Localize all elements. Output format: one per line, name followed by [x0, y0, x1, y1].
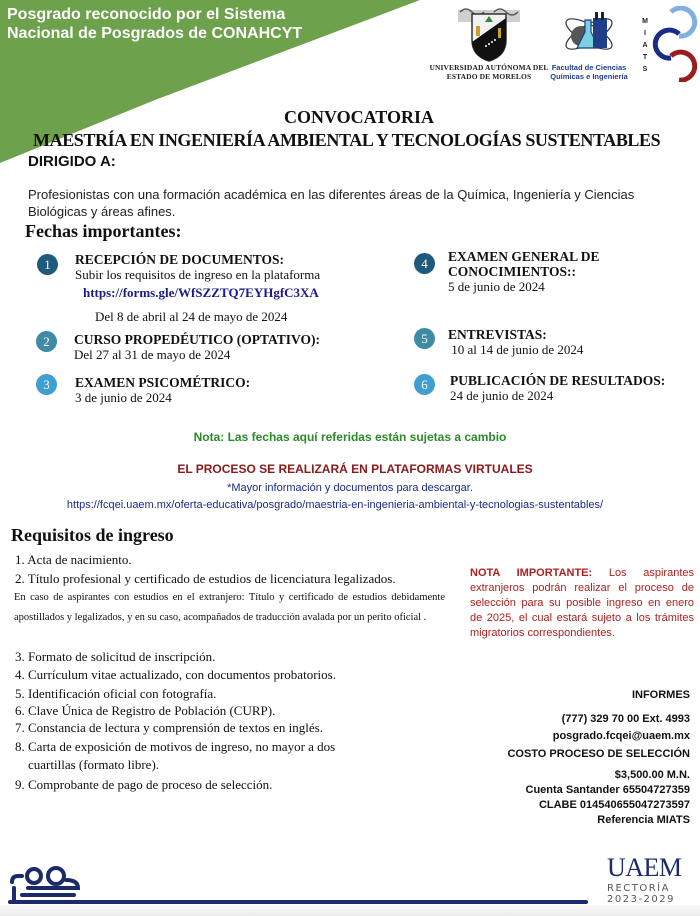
step-heading: CURSO PROPEDÉUTICO (OPTATIVO):	[74, 332, 320, 347]
virtual-process-note: EL PROCESO SE REALIZARÁ EN PLATAFORMAS VIRTUALES	[177, 462, 533, 476]
costo-heading: COSTO PROCESO DE SELECCIÓN	[507, 748, 690, 760]
step-heading-line-1: EXAMEN GENERAL DE	[448, 249, 600, 264]
requirement-item: 3. Formato de solicitud de inscripción.	[15, 649, 216, 664]
fechas-heading: Fechas importantes:	[25, 221, 182, 241]
payment-reference: Referencia MIATS	[597, 814, 690, 826]
atom-flask-icon	[561, 6, 617, 62]
uaem-name-line-2: ESTADO DE MORELOS	[446, 72, 532, 81]
dirigido-heading: DIRIGIDO A:	[28, 153, 116, 170]
requirement-item-continuation: cuartillas (formato libre).	[28, 757, 160, 772]
miats-letters	[641, 16, 649, 76]
miats-letter: A	[642, 42, 648, 49]
step-date: Del 8 de abril al 24 de mayo de 2024	[95, 309, 288, 324]
uaem-name-line-1: UNIVERSIDAD AUTÓNOMA DEL	[429, 63, 549, 72]
miats-letter: T	[642, 54, 648, 61]
step-heading: PUBLICACIÓN DE RESULTADOS:	[450, 373, 666, 388]
rectoria-label	[607, 883, 675, 905]
dates-change-note: Nota: Las fechas aquí referidas están sujetas a cambio	[193, 430, 507, 444]
forms-link[interactable]: https://forms.gle/WfSZZTQ7EYHgfC3XA	[83, 285, 319, 300]
requirement-item: 7. Constancia de lectura y comprensión de textos en inglés.	[15, 720, 323, 735]
footer-divider	[8, 900, 588, 904]
banner-line-2: Nacional de Posgrados de CONAHCYT	[7, 25, 303, 42]
step-number-badge: 1	[37, 254, 58, 275]
step-number-badge: 4	[414, 253, 435, 274]
miats-letter: S	[642, 66, 648, 73]
banner-line-1: Posgrado reconocido por el Sistema	[7, 6, 286, 23]
step-date: 24 de junio de 2024	[450, 388, 554, 403]
important-note-label: NOTA IMPORTANTE:	[470, 567, 593, 579]
step-number-badge: 5	[414, 328, 435, 349]
uaem-wordmark: UAEM	[607, 853, 682, 882]
miats-letter: I	[644, 30, 646, 37]
step-date: 3 de junio de 2024	[75, 390, 172, 405]
step-heading: RECEPCIÓN DE DOCUMENTOS:	[75, 252, 285, 267]
footer-shadow	[0, 905, 700, 916]
informes-heading: INFORMES	[631, 689, 690, 701]
dirigido-text: Profesionistas con una formación académica en las diferentes áreas de la Química, Ingeniería y Ciencias Biológicas y áreas afines.	[28, 187, 635, 219]
step-heading-line-2: CONOCIMIENTOS::	[448, 264, 577, 279]
step-number-badge: 2	[36, 331, 57, 352]
more-info-note: *Mayor información y documentos para descargar.	[227, 482, 473, 494]
miats-logo	[635, 6, 700, 86]
step-date: Del 27 al 31 de mayo de 2024	[74, 347, 231, 362]
step-number-badge: 6	[414, 374, 435, 395]
clabe-number: CLABE 014540655047273597	[538, 799, 690, 811]
program-title: MAESTRÍA EN INGENIERÍA AMBIENTAL Y TECNOLOGÍAS SUSTENTABLES	[33, 130, 661, 150]
program-url-link[interactable]: https://fcqei.uaem.mx/oferta-educativa/posgrado/maestria-en-ingenieria-ambiental-y-tecnologias-sustentables/	[66, 499, 604, 511]
requirement-item: 2. Título profesional y certificado de estudios de licenciatura legalizados.	[15, 571, 396, 586]
step-date: 5 de junio de 2024	[448, 279, 545, 294]
institution-logos	[425, 4, 700, 84]
phone-number: (777) 329 70 00 Ext. 4993	[561, 713, 690, 725]
important-note	[470, 566, 694, 641]
requirement-item: 9. Comprobante de pago de proceso de selección.	[15, 777, 273, 792]
step-number-badge: 3	[36, 374, 57, 395]
bank-account: Cuenta Santander 65504727359	[525, 784, 690, 796]
rectoria-period: 2023-2029	[607, 894, 676, 905]
cost-amount: $3,500.00 M.N.	[614, 769, 690, 781]
important-note-text: Los aspirantes extranjeros podrán realizar el proceso de selección para su posible ingreso en enero de 2025, el cual estará sujeto a los trámites migratorios correspondientes.	[470, 567, 694, 639]
miats-rings-icon	[649, 6, 699, 82]
conahcyt-banner	[7, 5, 302, 43]
email-link[interactable]: posgrado.fcqei@uaem.mx	[552, 730, 690, 742]
step-description: Subir los requisitos de ingreso en la plataforma	[75, 267, 321, 282]
requirement-item: 5. Identificación oficial con fotografía.	[15, 686, 217, 701]
requirement-item: 4. Currículum vitae actualizado, con documentos probatorios.	[15, 667, 336, 682]
miats-letter: M	[642, 18, 648, 25]
fcqei-name-line-1: Facultad de Ciencias	[551, 63, 627, 72]
step-heading: ENTREVISTAS:	[448, 327, 547, 342]
requirement-item: 6. Clave Única de Registro de Población (CURP).	[15, 703, 276, 718]
rectoria-text: RECTORÍA	[607, 883, 670, 894]
fcqei-logo	[549, 4, 629, 84]
foreign-studies-note: En caso de aspirantes con estudios en el extranjero: Título y certificado de estudios debidamente apostillados y legalizados, y en su caso, acompañados de traducción avalada por un perito oficial .	[14, 592, 445, 623]
requirement-item: 8. Carta de exposición de motivos de ingreso, no mayor a dos	[15, 739, 336, 754]
fcqei-name-line-2: Químicas e Ingeniería	[550, 72, 628, 81]
uaem-shield-icon	[458, 6, 520, 62]
step-heading: EXAMEN PSICOMÉTRICO:	[75, 375, 251, 390]
convocatoria-title: CONVOCATORIA	[284, 107, 434, 127]
uaem-logo	[425, 4, 550, 84]
requirement-item: 1. Acta de nacimiento.	[15, 552, 132, 567]
step-date: 10 al 14 de junio de 2024	[448, 342, 584, 357]
requisitos-heading: Requisitos de ingreso	[11, 525, 174, 545]
